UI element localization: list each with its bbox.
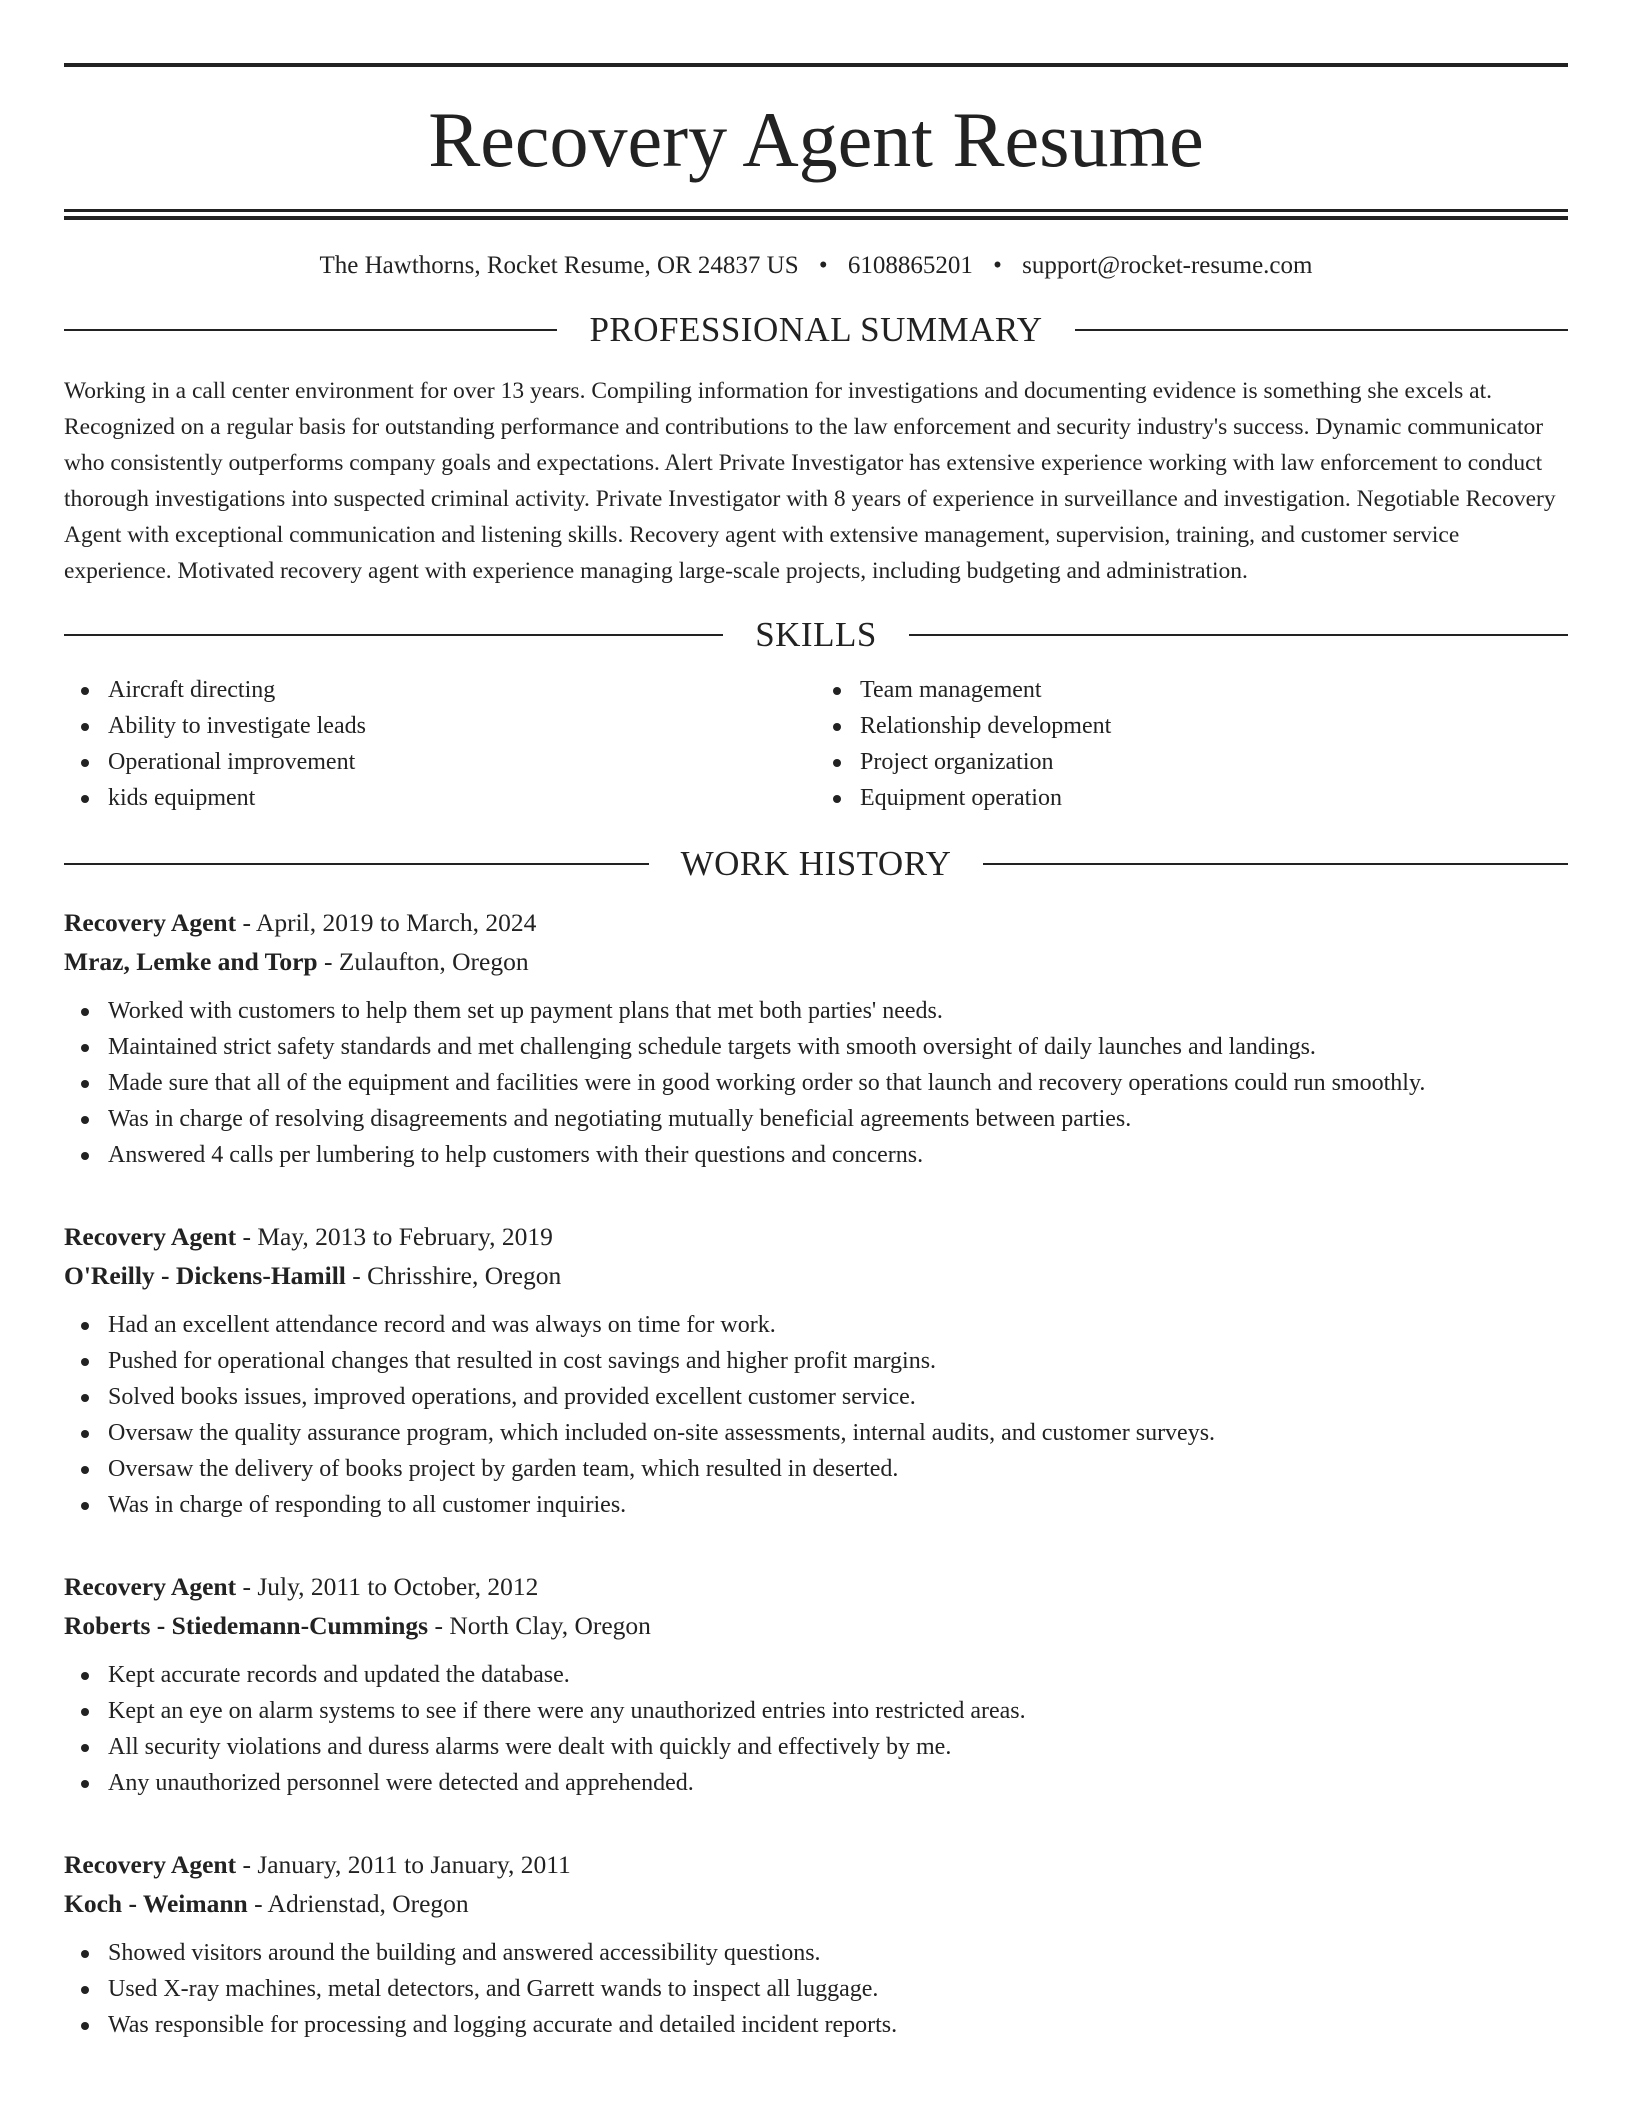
skill-item: Equipment operation — [816, 780, 1568, 816]
job-title-line — [64, 903, 1568, 942]
job-bullet: Oversaw the quality assurance program, which included on-site assessments, internal audits, and customer surveys. — [64, 1415, 1568, 1451]
job-bullet: Worked with customers to help them set up payment plans that met both parties' needs. — [64, 993, 1568, 1029]
job-company-line — [64, 942, 1568, 981]
job-bullet: Was responsible for processing and logging accurate and detailed incident reports. — [64, 2007, 1568, 2043]
job-entry — [64, 903, 1568, 1173]
top-rule — [64, 63, 1568, 67]
job-bullet: Maintained strict safety standards and met challenging schedule targets with smooth oversight of daily launches and landings. — [64, 1029, 1568, 1065]
section-divider — [983, 863, 1568, 865]
job-dates: - July, 2011 to October, 2012 — [236, 1572, 539, 1601]
job-title: Recovery Agent — [64, 1850, 237, 1879]
section-divider — [1075, 329, 1568, 331]
job-bullet: All security violations and duress alarms were dealt with quickly and effectively by me. — [64, 1729, 1568, 1765]
job-company: O'Reilly - Dickens-Hamill — [64, 1261, 346, 1290]
job-location: - Zulaufton, Oregon — [317, 947, 529, 976]
job-bullet: Was in charge of resolving disagreements and negotiating mutually beneficial agreements between parties. — [64, 1101, 1568, 1137]
skill-item: Operational improvement — [64, 744, 816, 780]
resume-page — [0, 63, 1632, 2112]
section-divider — [64, 634, 723, 636]
job-title-line — [64, 1567, 1568, 1606]
skill-item: Relationship development — [816, 708, 1568, 744]
job-company: Mraz, Lemke and Torp — [64, 947, 318, 976]
job-bullet: Solved books issues, improved operations, and provided excellent customer service. — [64, 1379, 1568, 1415]
job-title: Recovery Agent — [64, 908, 237, 937]
job-dates: - May, 2013 to February, 2019 — [236, 1222, 553, 1251]
job-entry — [64, 1217, 1568, 1523]
contact-phone: 6108865201 — [847, 252, 973, 279]
job-bullets — [64, 993, 1568, 1173]
skill-item: kids equipment — [64, 780, 816, 816]
job-bullet: Kept an eye on alarm systems to see if there were any unauthorized entries into restricted areas. — [64, 1693, 1568, 1729]
job-title-line — [64, 1845, 1568, 1884]
skills-column-left — [64, 672, 816, 816]
skill-item: Ability to investigate leads — [64, 708, 816, 744]
job-bullet: Showed visitors around the building and answered accessibility questions. — [64, 1935, 1568, 1971]
skills-column-right — [816, 672, 1568, 816]
job-bullet: Any unauthorized personnel were detected and apprehended. — [64, 1765, 1568, 1801]
job-bullet: Made sure that all of the equipment and facilities were in good working order so that launch and recovery operations could run smoothly. — [64, 1065, 1568, 1101]
job-bullet: Oversaw the delivery of books project by garden team, which resulted in deserted. — [64, 1451, 1568, 1487]
job-location: - North Clay, Oregon — [428, 1611, 651, 1640]
title-double-rule — [64, 209, 1568, 220]
job-bullet: Used X-ray machines, metal detectors, and Garrett wands to inspect all luggage. — [64, 1971, 1568, 2007]
resume-title: Recovery Agent Resume — [428, 96, 1204, 183]
section-divider — [909, 634, 1568, 636]
work-section-header — [64, 846, 1568, 881]
job-company-line — [64, 1256, 1568, 1295]
job-location: - Chrisshire, Oregon — [345, 1261, 562, 1290]
section-divider — [64, 863, 649, 865]
job-bullets — [64, 1657, 1568, 1801]
summary-heading: PROFESSIONAL SUMMARY — [589, 310, 1043, 349]
job-bullet: Answered 4 calls per lumbering to help customers with their questions and concerns. — [64, 1137, 1568, 1173]
job-company: Koch - Weimann — [64, 1889, 248, 1918]
skill-item: Team management — [816, 672, 1568, 708]
job-bullets — [64, 1935, 1568, 2043]
skills-heading: SKILLS — [755, 615, 877, 654]
job-bullet: Pushed for operational changes that resulted in cost savings and higher profit margins. — [64, 1343, 1568, 1379]
summary-text: Working in a call center environment for over 13 years. Compiling information for investigations and documenting evidence is something she excels at. Recognized on a regular basis for outstanding performance and contributions to the law enforcement and security industry's success. Dynamic communicator who consistently outperforms company goals and expectations. Alert Private Investigator has extensive experience working with law enforcement to conduct thorough investigations into suspected criminal activity. Private Investigator with 8 years of experience in surveillance and investigation. Negotiable Recovery Agent with exceptional communication and listening skills. Recovery agent with extensive management, supervision, training, and customer service experience. Motivated recovery agent with experience managing large-scale projects, including budgeting and administration. — [64, 378, 1556, 584]
contact-separator: • — [818, 252, 828, 279]
skills-list — [64, 672, 1568, 816]
job-company-line — [64, 1606, 1568, 1645]
job-location: - Adrienstad, Oregon — [247, 1889, 469, 1918]
job-bullet: Was in charge of responding to all customer inquiries. — [64, 1487, 1568, 1523]
work-heading: WORK HISTORY — [680, 844, 952, 883]
contact-address: The Hawthorns, Rocket Resume, OR 24837 US — [319, 252, 799, 279]
job-dates: - January, 2011 to January, 2011 — [236, 1850, 571, 1879]
skill-item: Project organization — [816, 744, 1568, 780]
job-dates: - April, 2019 to March, 2024 — [236, 908, 537, 937]
summary-section-header — [64, 312, 1568, 347]
job-title-line — [64, 1217, 1568, 1256]
contact-separator: • — [993, 252, 1002, 279]
job-bullets — [64, 1307, 1568, 1523]
job-company-line — [64, 1884, 1568, 1923]
contact-email: support@rocket-resume.com — [1022, 252, 1313, 279]
skills-section-header — [64, 617, 1568, 652]
section-divider — [64, 329, 557, 331]
contact-line — [64, 253, 1568, 278]
job-entry — [64, 1567, 1568, 1801]
job-company: Roberts - Stiedemann-Cummings — [64, 1611, 429, 1640]
job-bullet: Kept accurate records and updated the database. — [64, 1657, 1568, 1693]
job-title: Recovery Agent — [64, 1572, 237, 1601]
skill-item: Aircraft directing — [64, 672, 816, 708]
job-entry — [64, 1845, 1568, 2043]
job-bullet: Had an excellent attendance record and was always on time for work. — [64, 1307, 1568, 1343]
job-title: Recovery Agent — [64, 1222, 237, 1251]
